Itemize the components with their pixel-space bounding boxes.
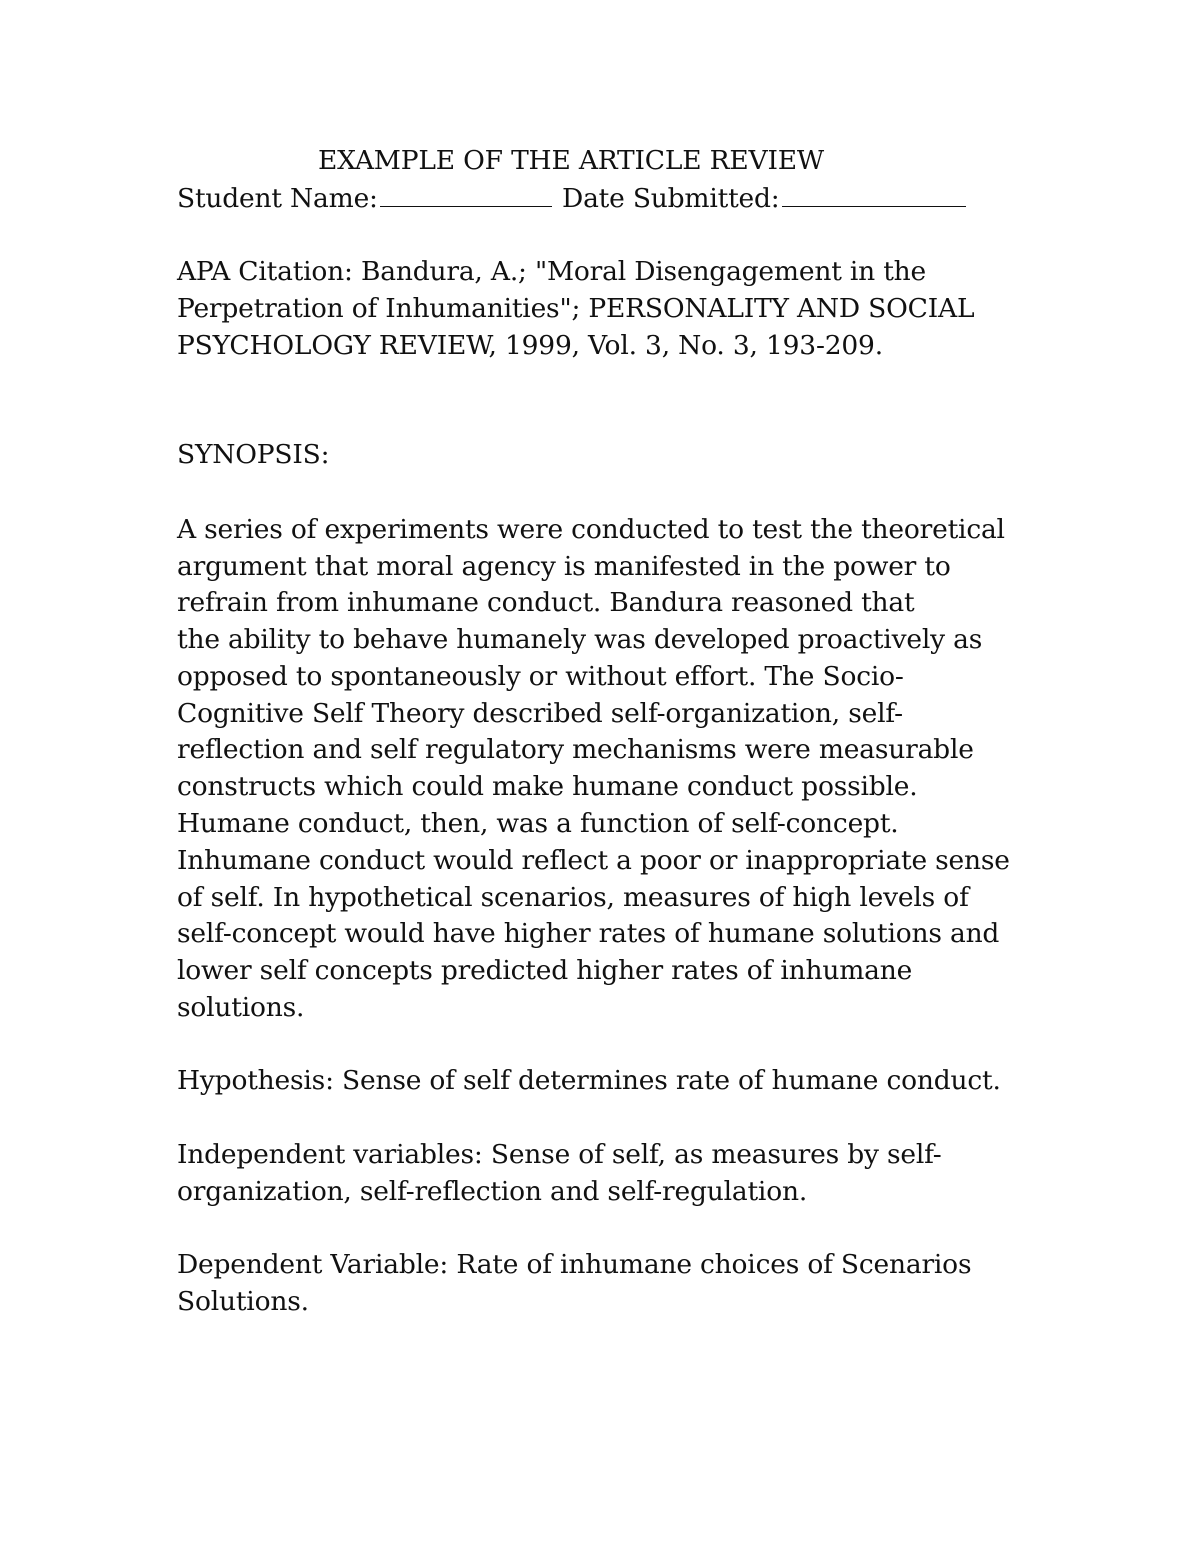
synopsis-line: the ability to behave humanely was developed proactively as [177, 624, 983, 655]
hypothesis-line: Hypothesis: Sense of self determines rate of humane conduct. [177, 1065, 1001, 1096]
synopsis-line: solutions. [177, 992, 305, 1023]
synopsis-line: A series of experiments were conducted to test the theoretical [177, 514, 1005, 545]
synopsis-line: opposed to spontaneously or without effort. The Socio- [177, 661, 904, 692]
synopsis-line: of self. In hypothetical scenarios, measures of high levels of [177, 882, 969, 913]
synopsis-line: reflection and self regulatory mechanisms were measurable [177, 734, 974, 765]
synopsis-line: constructs which could make humane conduct possible. [177, 771, 918, 802]
document-title: EXAMPLE OF THE ARTICLE REVIEW [318, 145, 824, 176]
student-name-blank [380, 205, 552, 207]
date-submitted-label: Date Submitted: [562, 183, 780, 214]
dependent-variable-line: Dependent Variable: Rate of inhumane choices of Scenarios [177, 1249, 972, 1280]
student-info-line [177, 181, 968, 217]
synopsis-heading: SYNOPSIS: [177, 439, 330, 470]
student-name-label: Student Name: [177, 183, 378, 214]
synopsis-line: Humane conduct, then, was a function of self-concept. [177, 808, 899, 839]
synopsis-line: Cognitive Self Theory described self-organization, self- [177, 698, 903, 729]
synopsis-line: lower self concepts predicted higher rates of inhumane [177, 955, 913, 986]
date-submitted-blank [782, 205, 966, 207]
citation-line: APA Citation: Bandura, A.; "Moral Disengagement in the [177, 256, 927, 287]
synopsis-line: Inhumane conduct would reflect a poor or inappropriate sense [177, 845, 1010, 876]
dependent-variable-line: Solutions. [177, 1286, 309, 1317]
synopsis-line: refrain from inhumane conduct. Bandura reasoned that [177, 587, 915, 618]
independent-variables-line: organization, self-reflection and self-regulation. [177, 1176, 808, 1207]
synopsis-line: argument that moral agency is manifested in the power to [177, 551, 951, 582]
citation-line: Perpetration of Inhumanities"; PERSONALITY AND SOCIAL [177, 293, 975, 324]
citation-line: PSYCHOLOGY REVIEW, 1999, Vol. 3, No. 3, 193-209. [177, 330, 883, 361]
synopsis-line: self-concept would have higher rates of humane solutions and [177, 918, 1000, 949]
independent-variables-line: Independent variables: Sense of self, as measures by self- [177, 1139, 942, 1170]
